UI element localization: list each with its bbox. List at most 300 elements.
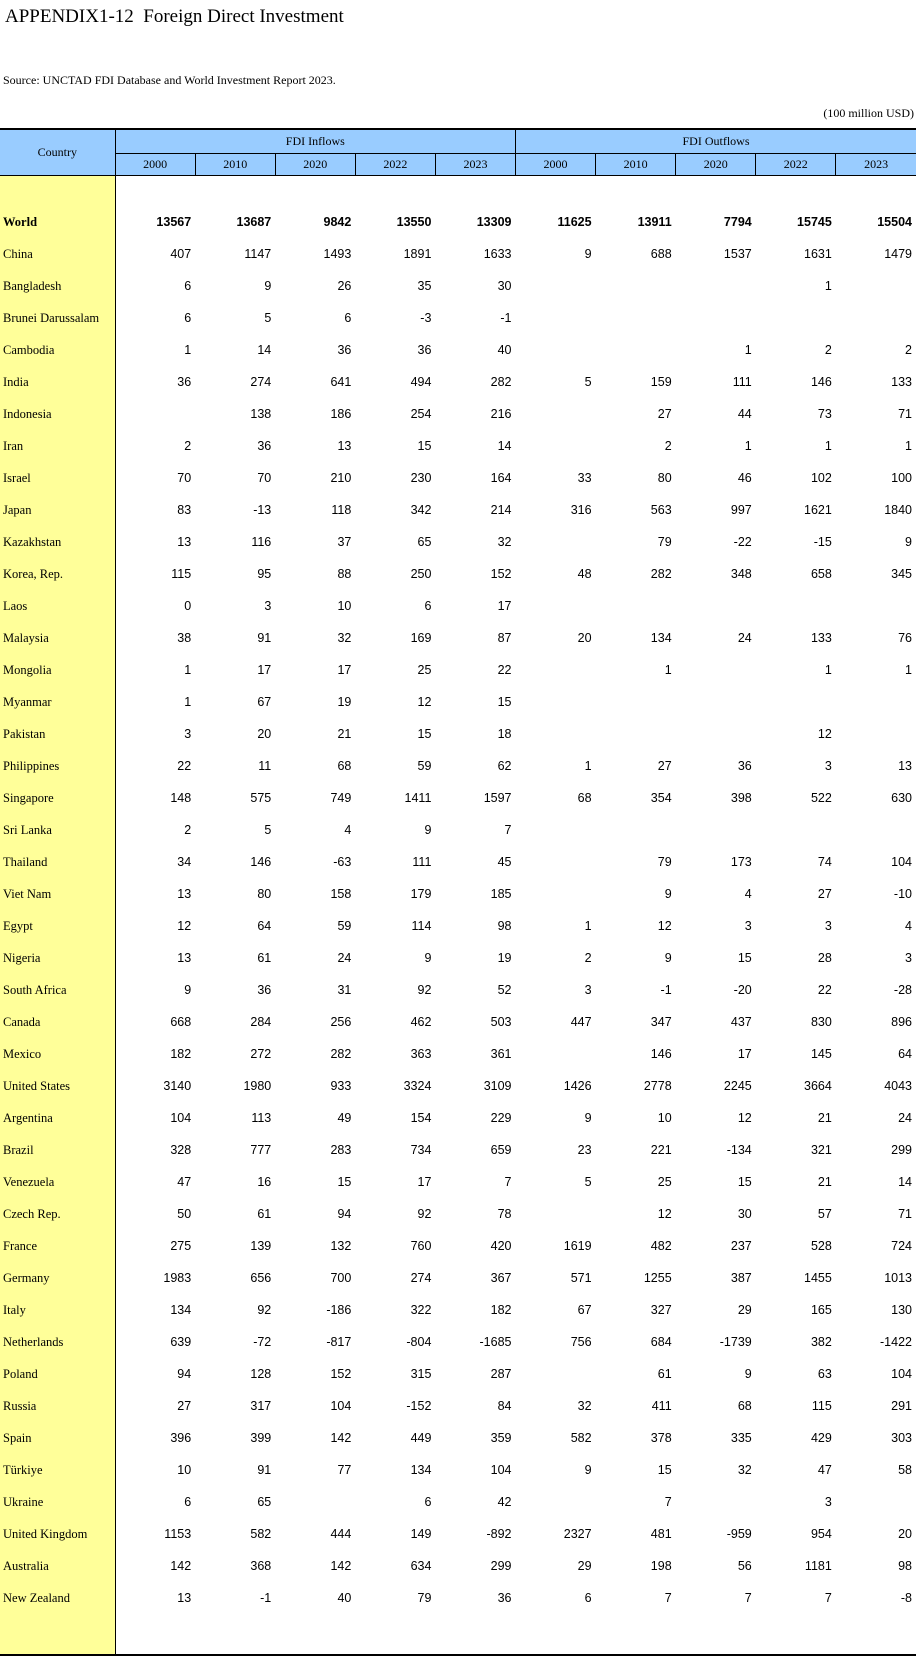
value-cell: 830: [810, 1015, 832, 1029]
value-cell: 142: [170, 1559, 192, 1573]
value-cell: 27: [177, 1399, 192, 1413]
value-cell: 27: [657, 407, 672, 421]
value-cell: 59: [337, 919, 352, 933]
value-cell: 17: [737, 1047, 752, 1061]
value-cell: 1: [584, 759, 592, 773]
value-cell: 1619: [563, 1239, 592, 1253]
value-cell: 32: [737, 1463, 752, 1477]
value-cell: 111: [732, 375, 752, 389]
value-cell: -3: [420, 311, 432, 325]
value-cell: [596, 686, 676, 718]
value-cell: 24: [737, 631, 752, 645]
value-cell: 688: [650, 247, 672, 261]
value-cell: 4: [744, 887, 752, 901]
value-cell: [516, 878, 596, 910]
value-cell: 11: [258, 759, 272, 773]
value-cell: 254: [410, 407, 432, 421]
value-cell: 12: [817, 727, 832, 741]
value-cell: [275, 1614, 355, 1655]
value-cell: 216: [490, 407, 512, 421]
value-cell: -28: [893, 983, 912, 997]
value-cell: 282: [330, 1047, 352, 1061]
value-cell: 13550: [396, 215, 432, 229]
table-row: [0, 782, 916, 814]
value-cell: 68: [577, 791, 592, 805]
value-cell: [516, 846, 596, 878]
table-row: [0, 398, 916, 430]
value-cell: 13911: [637, 215, 672, 229]
value-cell: 9: [664, 887, 672, 901]
country-cell: Korea, Rep.: [0, 558, 115, 590]
year-header-inflows-2020: 2020: [275, 154, 355, 176]
value-cell: 14: [898, 1175, 912, 1189]
value-cell: 70: [257, 471, 272, 485]
value-cell: [756, 302, 836, 334]
value-cell: 15: [737, 951, 752, 965]
value-cell: 1631: [804, 247, 832, 261]
table-row: [0, 302, 916, 334]
value-cell: 582: [570, 1431, 592, 1445]
value-cell: [115, 176, 195, 207]
value-cell: 104: [170, 1111, 192, 1125]
value-cell: 20: [577, 631, 592, 645]
value-cell: [596, 270, 676, 302]
value-cell: 146: [650, 1047, 672, 1061]
value-cell: 36: [257, 983, 272, 997]
country-cell: Viet Nam: [0, 878, 115, 910]
value-cell: [596, 302, 676, 334]
country-cell: Canada: [0, 1006, 115, 1038]
value-cell: 3: [824, 759, 832, 773]
table-row: [0, 1326, 916, 1358]
value-cell: 9: [584, 247, 592, 261]
value-cell: 1: [184, 695, 192, 709]
value-cell: 2: [184, 823, 192, 837]
fdi-table-container: [0, 128, 916, 1656]
value-cell: 5: [584, 375, 592, 389]
value-cell: 997: [730, 503, 752, 517]
country-cell: Cambodia: [0, 334, 115, 366]
value-cell: 36: [257, 439, 272, 453]
value-cell: [435, 176, 515, 207]
value-cell: 411: [651, 1399, 672, 1413]
value-cell: 3140: [163, 1079, 192, 1093]
table-row: [0, 1582, 916, 1614]
value-cell: 282: [490, 375, 512, 389]
value-cell: 9: [184, 983, 192, 997]
value-cell: 65: [417, 535, 432, 549]
value-cell: 152: [330, 1367, 352, 1381]
value-cell: 954: [810, 1527, 832, 1541]
value-cell: 3: [584, 983, 592, 997]
year-header-inflows-2000: 2000: [115, 154, 195, 176]
value-cell: 444: [330, 1527, 352, 1541]
value-cell: 36: [737, 759, 752, 773]
value-cell: 2245: [723, 1079, 752, 1093]
country-cell: Myanmar: [0, 686, 115, 718]
value-cell: 118: [331, 503, 352, 517]
country-cell: Poland: [0, 1358, 115, 1390]
table-row: [0, 942, 916, 974]
value-cell: 9: [664, 951, 672, 965]
value-cell: 2778: [643, 1079, 672, 1093]
value-cell: 5: [584, 1175, 592, 1189]
value-cell: 230: [410, 471, 432, 485]
table-row: [0, 1454, 916, 1486]
value-cell: 777: [250, 1143, 272, 1157]
value-cell: 6: [184, 311, 192, 325]
value-cell: [836, 1614, 916, 1655]
value-cell: 291: [891, 1399, 912, 1413]
value-cell: 146: [250, 855, 272, 869]
value-cell: [756, 686, 836, 718]
table-row: [0, 558, 916, 590]
value-cell: 4043: [884, 1079, 912, 1093]
value-cell: 12: [657, 919, 672, 933]
value-cell: 27: [657, 759, 672, 773]
country-cell: Mexico: [0, 1038, 115, 1070]
table-row: [0, 494, 916, 526]
value-cell: 7: [664, 1591, 672, 1605]
table-row: [0, 1166, 916, 1198]
value-cell: 37: [337, 535, 352, 549]
value-cell: 494: [410, 375, 432, 389]
value-cell: 321: [810, 1143, 832, 1157]
value-cell: 92: [257, 1303, 272, 1317]
value-cell: 79: [417, 1591, 432, 1605]
value-cell: 22: [177, 759, 192, 773]
value-cell: [676, 270, 756, 302]
country-cell: Laos: [0, 590, 115, 622]
value-cell: 139: [250, 1239, 272, 1253]
year-header-outflows-2022: 2022: [756, 154, 836, 176]
value-cell: 16: [257, 1175, 272, 1189]
value-cell: 1891: [403, 247, 432, 261]
table-row: [0, 430, 916, 462]
table-row: [0, 1006, 916, 1038]
value-cell: 335: [730, 1431, 752, 1445]
value-cell: [516, 718, 596, 750]
value-cell: 21: [817, 1111, 832, 1125]
value-cell: 159: [650, 375, 672, 389]
value-cell: -817: [326, 1335, 352, 1349]
value-cell: 303: [891, 1431, 912, 1445]
value-cell: 3: [744, 919, 752, 933]
value-cell: 3109: [483, 1079, 512, 1093]
value-cell: 398: [730, 791, 752, 805]
value-cell: -186: [326, 1303, 352, 1317]
value-cell: 95: [257, 567, 272, 581]
value-cell: 35: [417, 279, 432, 293]
value-cell: [836, 590, 916, 622]
value-cell: 20: [257, 727, 272, 741]
value-cell: 1983: [163, 1271, 192, 1285]
value-cell: 154: [410, 1111, 432, 1125]
value-cell: 9: [424, 951, 432, 965]
value-cell: 13: [177, 1591, 192, 1605]
value-cell: 185: [490, 887, 512, 901]
value-cell: 21: [817, 1175, 832, 1189]
value-cell: [836, 814, 916, 846]
value-cell: 1537: [723, 247, 752, 261]
value-cell: 749: [330, 791, 352, 805]
value-cell: 45: [497, 855, 512, 869]
value-cell: 1: [664, 663, 672, 677]
table-row: [0, 238, 916, 270]
value-cell: -1685: [479, 1335, 512, 1349]
value-cell: 256: [330, 1015, 352, 1029]
value-cell: 12: [177, 919, 192, 933]
value-cell: 5: [264, 823, 272, 837]
value-cell: 6: [424, 599, 432, 613]
fdi-outflows-header: FDI Outflows: [516, 129, 916, 154]
table-row: [0, 654, 916, 686]
value-cell: 198: [650, 1559, 672, 1573]
value-cell: 30: [497, 279, 512, 293]
value-cell: 2327: [563, 1527, 592, 1541]
value-cell: 1426: [563, 1079, 592, 1093]
value-cell: -20: [733, 983, 752, 997]
value-cell: 169: [410, 631, 432, 645]
table-row: [0, 366, 916, 398]
table-row: [0, 846, 916, 878]
value-cell: 10: [657, 1111, 672, 1125]
value-cell: 52: [497, 983, 512, 997]
table-row: [0, 1198, 916, 1230]
value-cell: 44: [737, 407, 752, 421]
value-cell: 6: [584, 1591, 592, 1605]
value-cell: 274: [410, 1271, 432, 1285]
year-header-outflows-2023: 2023: [836, 154, 916, 176]
value-cell: 378: [650, 1431, 672, 1445]
table-row: [0, 462, 916, 494]
value-cell: [836, 686, 916, 718]
value-cell: 114: [411, 919, 432, 933]
country-cell: United Kingdom: [0, 1518, 115, 1550]
value-cell: 77: [337, 1463, 352, 1477]
value-cell: 13: [898, 759, 912, 773]
value-cell: 73: [817, 407, 832, 421]
value-cell: 2: [184, 439, 192, 453]
value-cell: 407: [170, 247, 192, 261]
value-cell: 274: [250, 375, 272, 389]
value-cell: 67: [257, 695, 272, 709]
value-cell: 13: [337, 439, 352, 453]
table-row: [0, 1390, 916, 1422]
value-cell: 3: [824, 919, 832, 933]
value-cell: 15: [657, 1463, 672, 1477]
table-row: [0, 1038, 916, 1070]
value-cell: 2: [824, 343, 832, 357]
country-cell: Egypt: [0, 910, 115, 942]
value-cell: 11625: [557, 215, 592, 229]
value-cell: [676, 686, 756, 718]
value-cell: 4: [905, 919, 912, 933]
value-cell: 9: [264, 279, 272, 293]
value-cell: 68: [337, 759, 352, 773]
value-cell: 15504: [877, 215, 912, 229]
value-cell: [355, 1614, 435, 1655]
value-cell: 1: [744, 439, 752, 453]
value-cell: 116: [251, 535, 272, 549]
value-cell: 57: [817, 1207, 832, 1221]
value-cell: [516, 398, 596, 430]
value-cell: [516, 590, 596, 622]
value-cell: 1840: [884, 503, 912, 517]
value-cell: 382: [810, 1335, 832, 1349]
year-header-inflows-2022: 2022: [355, 154, 435, 176]
value-cell: [115, 398, 195, 430]
value-cell: 659: [490, 1143, 512, 1157]
value-cell: [836, 1486, 916, 1518]
value-cell: 9: [424, 823, 432, 837]
value-cell: 65: [257, 1495, 272, 1509]
value-cell: -1: [500, 311, 512, 325]
value-cell: 47: [177, 1175, 192, 1189]
value-cell: 133: [891, 375, 912, 389]
value-cell: 1: [744, 343, 752, 357]
value-cell: 933: [330, 1079, 352, 1093]
value-cell: 237: [730, 1239, 752, 1253]
value-cell: -22: [733, 535, 752, 549]
year-header-inflows-2010: 2010: [195, 154, 275, 176]
value-cell: [836, 302, 916, 334]
table-row: [0, 1518, 916, 1550]
table-row: [0, 1422, 916, 1454]
value-cell: 148: [170, 791, 192, 805]
value-cell: 6: [424, 1495, 432, 1509]
value-cell: 84: [497, 1399, 512, 1413]
value-cell: [115, 1614, 195, 1655]
value-cell: 29: [577, 1559, 592, 1573]
table-row: [0, 974, 916, 1006]
value-cell: 28: [817, 951, 832, 965]
value-cell: 322: [410, 1303, 432, 1317]
country-cell: Philippines: [0, 750, 115, 782]
value-cell: 158: [330, 887, 352, 901]
value-cell: [596, 1614, 676, 1655]
year-header-outflows-2010: 2010: [596, 154, 676, 176]
value-cell: 46: [737, 471, 752, 485]
value-cell: 13309: [476, 215, 512, 229]
value-cell: 639: [170, 1335, 192, 1349]
value-cell: 12: [417, 695, 432, 709]
value-cell: 2: [584, 951, 592, 965]
value-cell: 79: [657, 855, 672, 869]
value-cell: 64: [898, 1047, 912, 1061]
value-cell: 2: [905, 343, 912, 357]
value-cell: [596, 590, 676, 622]
table-row: [0, 526, 916, 558]
value-cell: 49: [337, 1111, 352, 1125]
value-cell: 98: [497, 919, 512, 933]
value-cell: 15: [417, 439, 432, 453]
country-cell: [0, 176, 115, 207]
value-cell: 396: [170, 1431, 192, 1445]
value-cell: 283: [330, 1143, 352, 1157]
value-cell: [596, 718, 676, 750]
table-row: [0, 1070, 916, 1102]
value-cell: 61: [657, 1367, 672, 1381]
country-cell: Netherlands: [0, 1326, 115, 1358]
value-cell: 32: [337, 631, 352, 645]
value-cell: 7: [504, 823, 512, 837]
value-cell: 17: [257, 663, 272, 677]
table-row: [0, 718, 916, 750]
value-cell: 1: [905, 439, 912, 453]
year-header-outflows-2000: 2000: [516, 154, 596, 176]
country-cell: Bangladesh: [0, 270, 115, 302]
value-cell: 80: [257, 887, 272, 901]
value-cell: [676, 718, 756, 750]
value-cell: 429: [810, 1431, 832, 1445]
value-cell: 4: [344, 823, 352, 837]
country-cell: Spain: [0, 1422, 115, 1454]
value-cell: 23: [577, 1143, 592, 1157]
value-cell: 58: [898, 1463, 912, 1477]
value-cell: 145: [810, 1047, 832, 1061]
table-row: [0, 590, 916, 622]
value-cell: 1: [824, 279, 832, 293]
country-cell: Brazil: [0, 1134, 115, 1166]
value-cell: 91: [257, 631, 272, 645]
country-cell: Japan: [0, 494, 115, 526]
value-cell: 449: [410, 1431, 432, 1445]
value-cell: 462: [410, 1015, 432, 1029]
value-cell: 32: [497, 535, 512, 549]
value-cell: 7: [744, 1591, 752, 1605]
value-cell: 30: [737, 1207, 752, 1221]
value-cell: 87: [497, 631, 512, 645]
value-cell: 2: [664, 439, 672, 453]
value-cell: 368: [250, 1559, 272, 1573]
value-cell: 182: [490, 1303, 512, 1317]
value-cell: 134: [410, 1463, 432, 1477]
value-cell: 104: [330, 1399, 352, 1413]
table-row: [0, 334, 916, 366]
value-cell: 348: [730, 567, 752, 581]
value-cell: 71: [898, 407, 912, 421]
country-cell: Israel: [0, 462, 115, 494]
value-cell: 134: [170, 1303, 192, 1317]
value-cell: 133: [810, 631, 832, 645]
country-cell: Italy: [0, 1294, 115, 1326]
value-cell: 1479: [884, 247, 912, 261]
country-cell: World: [0, 206, 115, 238]
value-cell: [516, 814, 596, 846]
table-row: [0, 1102, 916, 1134]
country-cell: Malaysia: [0, 622, 115, 654]
value-cell: 10: [337, 599, 352, 613]
value-cell: 146: [810, 375, 832, 389]
value-cell: 522: [810, 791, 832, 805]
value-cell: 734: [410, 1143, 432, 1157]
value-cell: 482: [650, 1239, 672, 1253]
country-cell: France: [0, 1230, 115, 1262]
value-cell: 503: [490, 1015, 512, 1029]
value-cell: [836, 176, 916, 207]
unit-note: (100 million USD): [823, 106, 914, 120]
country-cell: Ukraine: [0, 1486, 115, 1518]
value-cell: 56: [737, 1559, 752, 1573]
value-cell: [756, 176, 836, 207]
country-cell: Russia: [0, 1390, 115, 1422]
value-cell: [516, 654, 596, 686]
value-cell: 347: [650, 1015, 672, 1029]
value-cell: 214: [490, 503, 512, 517]
value-cell: 34: [177, 855, 192, 869]
value-cell: 284: [250, 1015, 272, 1029]
